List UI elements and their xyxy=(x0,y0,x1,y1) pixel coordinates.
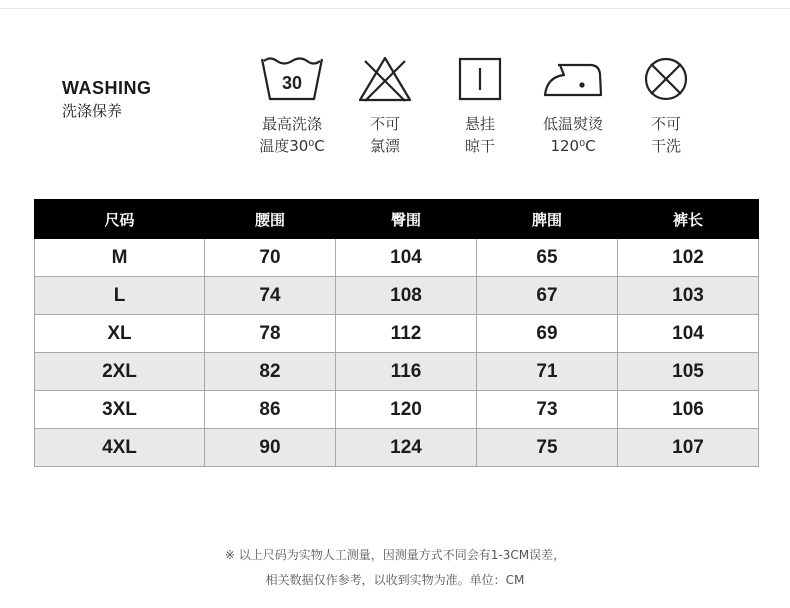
cell-waist: 90 xyxy=(205,429,336,467)
table-row xyxy=(35,391,759,429)
top-divider xyxy=(0,8,790,9)
washing-title: WASHING xyxy=(62,78,152,98)
wash-30-icon xyxy=(257,55,327,103)
cell-hip: 116 xyxy=(336,353,477,391)
care-label-bleach: 不可 氯漂 xyxy=(369,115,400,155)
care-label-hang: 悬挂 晾干 xyxy=(464,115,495,155)
table-row xyxy=(35,315,759,353)
size-chart-table xyxy=(34,199,759,467)
no-bleach-icon xyxy=(357,55,413,103)
cell-size: L xyxy=(35,277,205,315)
cell-size: 3XL xyxy=(35,391,205,429)
cell-size: M xyxy=(35,239,205,277)
header-size: 尺码 xyxy=(35,200,205,239)
no-dry-clean-icon xyxy=(642,55,690,103)
cell-size: 4XL xyxy=(35,429,205,467)
cell-hip: 112 xyxy=(336,315,477,353)
cell-length: 105 xyxy=(618,353,759,391)
cell-thigh: 65 xyxy=(477,239,618,277)
care-label-iron: 低温熨烫 120⁰C xyxy=(542,115,603,155)
cell-hip: 124 xyxy=(336,429,477,467)
table-row xyxy=(35,353,759,391)
iron-low-icon xyxy=(542,55,604,103)
cell-hip: 108 xyxy=(336,277,477,315)
cell-thigh: 75 xyxy=(477,429,618,467)
care-item-dryclean xyxy=(618,55,714,157)
care-label-wash: 最高洗涤 温度30⁰C xyxy=(259,115,325,155)
cell-length: 103 xyxy=(618,277,759,315)
measurement-note-line1: ※ 以上尺码为实物人工测量，因测量方式不同会有1-3CM误差， xyxy=(224,548,566,562)
cell-hip: 120 xyxy=(336,391,477,429)
cell-thigh: 71 xyxy=(477,353,618,391)
cell-waist: 70 xyxy=(205,239,336,277)
header-thigh: 脾围 xyxy=(477,200,618,239)
header-hip: 臀围 xyxy=(336,200,477,239)
cell-waist: 86 xyxy=(205,391,336,429)
cell-size: 2XL xyxy=(35,353,205,391)
header-length: 裤长 xyxy=(618,200,759,239)
cell-hip: 104 xyxy=(336,239,477,277)
care-label-dryclean: 不可 干洗 xyxy=(650,115,681,155)
washing-subtitle: 洗涤保养 xyxy=(62,102,123,120)
wash-temp-label: 30 xyxy=(281,73,303,93)
hang-dry-icon xyxy=(456,55,504,103)
cell-length: 106 xyxy=(618,391,759,429)
cell-waist: 78 xyxy=(205,315,336,353)
care-item-bleach xyxy=(337,55,433,157)
table-header-row xyxy=(35,200,759,239)
cell-size: XL xyxy=(35,315,205,353)
care-item-iron xyxy=(525,55,621,157)
cell-waist: 74 xyxy=(205,277,336,315)
cell-waist: 82 xyxy=(205,353,336,391)
cell-thigh: 69 xyxy=(477,315,618,353)
measurement-note-line2: 相关数据仅作参考，以收到实物为准。单位：CM xyxy=(265,573,525,587)
cell-length: 104 xyxy=(618,315,759,353)
header-waist: 腰围 xyxy=(205,200,336,239)
cell-thigh: 73 xyxy=(477,391,618,429)
cell-thigh: 67 xyxy=(477,277,618,315)
care-item-wash xyxy=(244,55,340,157)
table-row xyxy=(35,429,759,467)
table-row xyxy=(35,277,759,315)
cell-length: 107 xyxy=(618,429,759,467)
care-item-hang xyxy=(432,55,528,157)
cell-length: 102 xyxy=(618,239,759,277)
table-row xyxy=(35,239,759,277)
